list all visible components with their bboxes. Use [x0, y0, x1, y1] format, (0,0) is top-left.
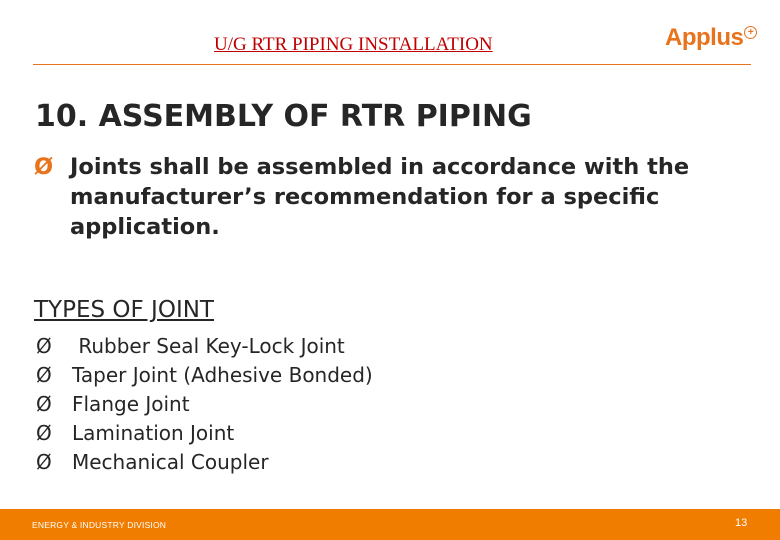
joint-label: Flange Joint — [72, 392, 190, 416]
list-item — [36, 390, 373, 419]
footer-bar — [0, 509, 780, 540]
arrow-bullet-icon: Ø — [36, 392, 52, 416]
page-number: 13 — [735, 517, 748, 529]
list-item — [36, 361, 373, 390]
applus-logo — [665, 24, 757, 52]
footer-division-label: ENERGY & INDUSTRY DIVISION — [32, 520, 167, 530]
header-title: U/G RTR PIPING INSTALLATION — [214, 34, 493, 55]
arrow-bullet-icon: Ø — [36, 334, 52, 358]
list-item — [36, 448, 373, 477]
intro-bullet-item — [34, 152, 734, 242]
header-divider — [33, 64, 751, 65]
arrow-bullet-icon: Ø — [34, 154, 54, 180]
arrow-bullet-icon: Ø — [36, 421, 52, 445]
intro-text: Joints shall be assembled in accordance with the manufacturer’s recommendation for a specific application. — [70, 154, 690, 240]
arrow-bullet-icon: Ø — [36, 450, 52, 474]
logo-plus-icon: + — [744, 26, 757, 39]
logo-text: Applus — [665, 24, 744, 51]
joint-label: Lamination Joint — [72, 421, 235, 445]
types-of-joint-heading: TYPES OF JOINT — [34, 297, 214, 323]
joint-label: Mechanical Coupler — [72, 450, 269, 474]
arrow-bullet-icon: Ø — [36, 363, 52, 387]
joint-types-list — [36, 332, 373, 477]
section-title: 10. ASSEMBLY OF RTR PIPING — [35, 99, 532, 134]
list-item — [36, 419, 373, 448]
list-item — [36, 332, 373, 361]
joint-label: Taper Joint (Adhesive Bonded) — [72, 363, 373, 387]
joint-label: Rubber Seal Key-Lock Joint — [72, 334, 345, 358]
